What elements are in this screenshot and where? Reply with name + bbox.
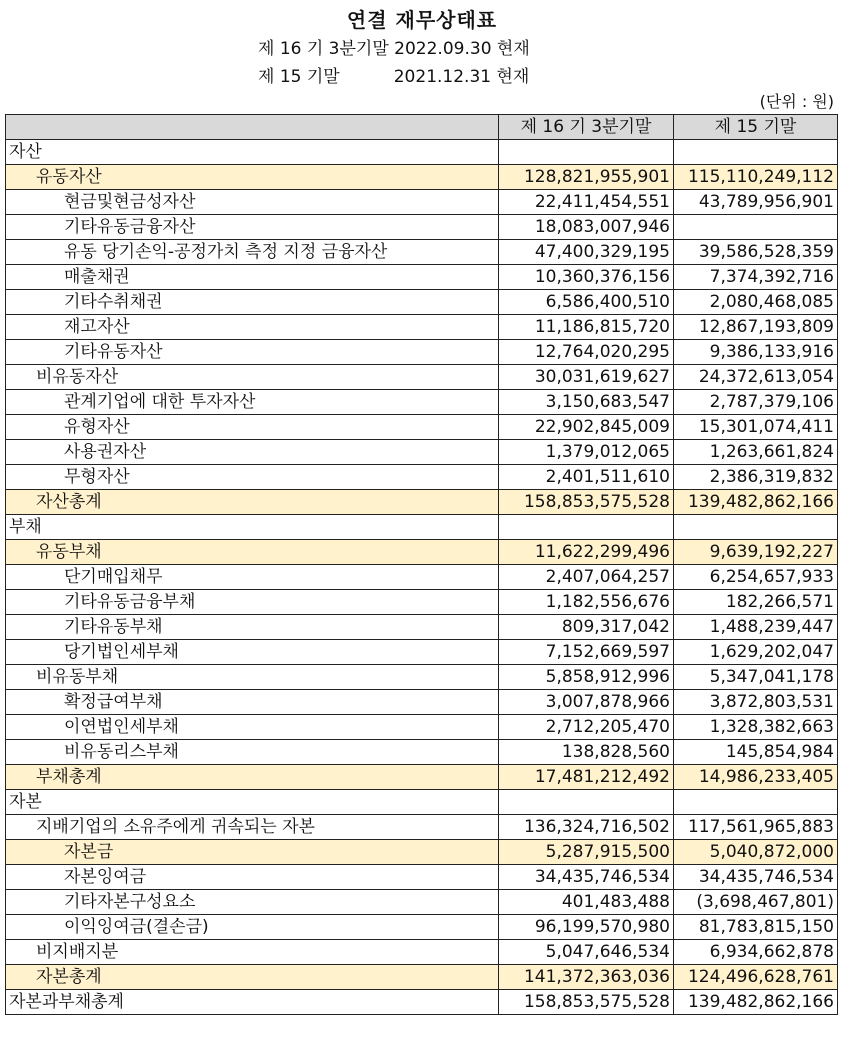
account-label-cell: 비유동자산 <box>6 365 499 390</box>
prior-period-value-cell: 39,586,528,359 <box>674 240 838 265</box>
table-row <box>6 940 838 965</box>
table-row <box>6 365 838 390</box>
current-period-value-cell <box>499 790 674 815</box>
account-label-cell: 기타유동부채 <box>6 615 499 640</box>
account-label-cell: 기타유동금융부채 <box>6 590 499 615</box>
table-row <box>6 190 838 215</box>
table-row <box>6 890 838 915</box>
prior-period-value-cell <box>674 790 838 815</box>
account-label-cell: 부채총계 <box>6 765 499 790</box>
account-label-cell: 유형자산 <box>6 415 499 440</box>
current-period-value-cell: 11,186,815,720 <box>499 315 674 340</box>
current-period-value-cell: 158,853,575,528 <box>499 990 674 1015</box>
current-period-value-cell <box>499 515 674 540</box>
prior-period-value-cell: 139,482,862,166 <box>674 490 838 515</box>
table-row <box>6 140 838 165</box>
account-label-cell: 자본금 <box>6 840 499 865</box>
table-row <box>6 215 838 240</box>
account-label-cell: 자본 <box>6 790 499 815</box>
table-row <box>6 790 838 815</box>
current-period-value-cell: 7,152,669,597 <box>499 640 674 665</box>
table-row <box>6 690 838 715</box>
current-period-value-cell: 10,360,376,156 <box>499 265 674 290</box>
account-label-cell: 자산 <box>6 140 499 165</box>
header-cell-account <box>6 115 499 140</box>
table-row <box>6 415 838 440</box>
table-row <box>6 515 838 540</box>
account-label-cell: 유동부채 <box>6 540 499 565</box>
prior-period-value-cell: 1,263,661,824 <box>674 440 838 465</box>
table-row <box>6 565 838 590</box>
prior-period-value-cell: 81,783,815,150 <box>674 915 838 940</box>
account-label-cell: 지배기업의 소유주에게 귀속되는 자본 <box>6 815 499 840</box>
table-row <box>6 740 838 765</box>
table-row <box>6 540 838 565</box>
prior-period-value-cell: 2,787,379,106 <box>674 390 838 415</box>
prior-period-value-cell <box>674 515 838 540</box>
prior-period-value-cell: 7,374,392,716 <box>674 265 838 290</box>
current-period-value-cell: 1,379,012,065 <box>499 440 674 465</box>
prior-period-value-cell: 6,934,662,878 <box>674 940 838 965</box>
prior-period-value-cell: 124,496,628,761 <box>674 965 838 990</box>
prior-period-value-cell: 24,372,613,054 <box>674 365 838 390</box>
prior-period-value-cell: 182,266,571 <box>674 590 838 615</box>
current-period-value-cell: 138,828,560 <box>499 740 674 765</box>
current-period-value-cell: 5,047,646,534 <box>499 940 674 965</box>
current-period-value-cell: 401,483,488 <box>499 890 674 915</box>
table-row <box>6 240 838 265</box>
prior-period-value-cell <box>674 215 838 240</box>
current-period-value-cell: 47,400,329,195 <box>499 240 674 265</box>
prior-period-value-cell: 6,254,657,933 <box>674 565 838 590</box>
table-row <box>6 665 838 690</box>
current-period-value-cell: 96,199,570,980 <box>499 915 674 940</box>
period-prior-line: 제 15 기말 2021.12.31 현재 <box>258 67 530 87</box>
account-label-cell: 기타유동금융자산 <box>6 215 499 240</box>
prior-period-value-cell: 1,629,202,047 <box>674 640 838 665</box>
table-body <box>6 140 838 1015</box>
prior-period-value-cell: 5,040,872,000 <box>674 840 838 865</box>
table-row <box>6 915 838 940</box>
prior-period-value-cell: 2,386,319,832 <box>674 465 838 490</box>
table-row <box>6 840 838 865</box>
current-period-value-cell: 3,150,683,547 <box>499 390 674 415</box>
account-label-cell: 자본과부채총계 <box>6 990 499 1015</box>
account-label-cell: 유동 당기손익-공정가치 측정 지정 금융자산 <box>6 240 499 265</box>
account-label-cell: 기타수취채권 <box>6 290 499 315</box>
prior-period-value-cell: 12,867,193,809 <box>674 315 838 340</box>
current-period-value-cell: 5,858,912,996 <box>499 665 674 690</box>
prior-period-value-cell: 15,301,074,411 <box>674 415 838 440</box>
account-label-cell: 이연법인세부채 <box>6 715 499 740</box>
account-label-cell: 비유동부채 <box>6 665 499 690</box>
account-label-cell: 현금및현금성자산 <box>6 190 499 215</box>
current-period-value-cell: 5,287,915,500 <box>499 840 674 865</box>
header-cell-current-period: 제 16 기 3분기말 <box>499 115 674 140</box>
account-label-cell: 자산총계 <box>6 490 499 515</box>
current-period-value-cell: 2,712,205,470 <box>499 715 674 740</box>
account-label-cell: 재고자산 <box>6 315 499 340</box>
current-period-value-cell: 12,764,020,295 <box>499 340 674 365</box>
current-period-value-cell: 136,324,716,502 <box>499 815 674 840</box>
prior-period-value-cell: 9,639,192,227 <box>674 540 838 565</box>
current-period-value-cell: 34,435,746,534 <box>499 865 674 890</box>
account-label-cell: 사용권자산 <box>6 440 499 465</box>
current-period-value-cell: 809,317,042 <box>499 615 674 640</box>
current-period-value-cell: 17,481,212,492 <box>499 765 674 790</box>
prior-period-value-cell: 5,347,041,178 <box>674 665 838 690</box>
prior-period-value-cell: 1,488,239,447 <box>674 615 838 640</box>
table-row <box>6 465 838 490</box>
account-label-cell: 매출채권 <box>6 265 499 290</box>
prior-period-value-cell: 43,789,956,901 <box>674 190 838 215</box>
table-row <box>6 965 838 990</box>
unit-label: (단위 : 원) <box>759 92 834 111</box>
table-row <box>6 490 838 515</box>
account-label-cell: 기타자본구성요소 <box>6 890 499 915</box>
current-period-value-cell: 18,083,007,946 <box>499 215 674 240</box>
current-period-value-cell: 22,411,454,551 <box>499 190 674 215</box>
prior-period-value-cell: 115,110,249,112 <box>674 165 838 190</box>
table-row <box>6 640 838 665</box>
table-row <box>6 340 838 365</box>
current-period-value-cell: 1,182,556,676 <box>499 590 674 615</box>
table-row <box>6 765 838 790</box>
account-label-cell: 기타유동자산 <box>6 340 499 365</box>
balance-sheet-table <box>5 114 838 1015</box>
account-label-cell: 자본총계 <box>6 965 499 990</box>
table-row <box>6 815 838 840</box>
table-row <box>6 265 838 290</box>
period-current-line: 제 16 기 3분기말 2022.09.30 현재 <box>258 39 530 59</box>
current-period-value-cell <box>499 140 674 165</box>
table-row <box>6 615 838 640</box>
prior-period-value-cell: 145,854,984 <box>674 740 838 765</box>
current-period-value-cell: 128,821,955,901 <box>499 165 674 190</box>
account-label-cell: 비유동리스부채 <box>6 740 499 765</box>
prior-period-value-cell: 14,986,233,405 <box>674 765 838 790</box>
prior-period-value-cell: 34,435,746,534 <box>674 865 838 890</box>
account-label-cell: 비지배지분 <box>6 940 499 965</box>
table-row <box>6 165 838 190</box>
table-row <box>6 390 838 415</box>
prior-period-value-cell: 1,328,382,663 <box>674 715 838 740</box>
table-row <box>6 590 838 615</box>
prior-period-value-cell: (3,698,467,801) <box>674 890 838 915</box>
account-label-cell: 당기법인세부채 <box>6 640 499 665</box>
table-row <box>6 990 838 1015</box>
current-period-value-cell: 158,853,575,528 <box>499 490 674 515</box>
current-period-value-cell: 30,031,619,627 <box>499 365 674 390</box>
current-period-value-cell: 11,622,299,496 <box>499 540 674 565</box>
report-title: 연결 재무상태표 <box>346 8 498 32</box>
prior-period-value-cell: 139,482,862,166 <box>674 990 838 1015</box>
current-period-value-cell: 2,407,064,257 <box>499 565 674 590</box>
current-period-value-cell: 141,372,363,036 <box>499 965 674 990</box>
table-row <box>6 440 838 465</box>
table-row <box>6 290 838 315</box>
prior-period-value-cell: 117,561,965,883 <box>674 815 838 840</box>
account-label-cell: 부채 <box>6 515 499 540</box>
account-label-cell: 이익잉여금(결손금) <box>6 915 499 940</box>
table-row <box>6 865 838 890</box>
account-label-cell: 확정급여부채 <box>6 690 499 715</box>
table-row <box>6 315 838 340</box>
current-period-value-cell: 22,902,845,009 <box>499 415 674 440</box>
current-period-value-cell: 6,586,400,510 <box>499 290 674 315</box>
table-header <box>6 115 838 140</box>
header-cell-prior-period: 제 15 기말 <box>674 115 838 140</box>
header-row <box>6 115 838 140</box>
account-label-cell: 관계기업에 대한 투자자산 <box>6 390 499 415</box>
prior-period-value-cell <box>674 140 838 165</box>
prior-period-value-cell: 2,080,468,085 <box>674 290 838 315</box>
prior-period-value-cell: 9,386,133,916 <box>674 340 838 365</box>
table-row <box>6 715 838 740</box>
current-period-value-cell: 2,401,511,610 <box>499 465 674 490</box>
current-period-value-cell: 3,007,878,966 <box>499 690 674 715</box>
prior-period-value-cell: 3,872,803,531 <box>674 690 838 715</box>
account-label-cell: 무형자산 <box>6 465 499 490</box>
account-label-cell: 단기매입채무 <box>6 565 499 590</box>
account-label-cell: 유동자산 <box>6 165 499 190</box>
account-label-cell: 자본잉여금 <box>6 865 499 890</box>
